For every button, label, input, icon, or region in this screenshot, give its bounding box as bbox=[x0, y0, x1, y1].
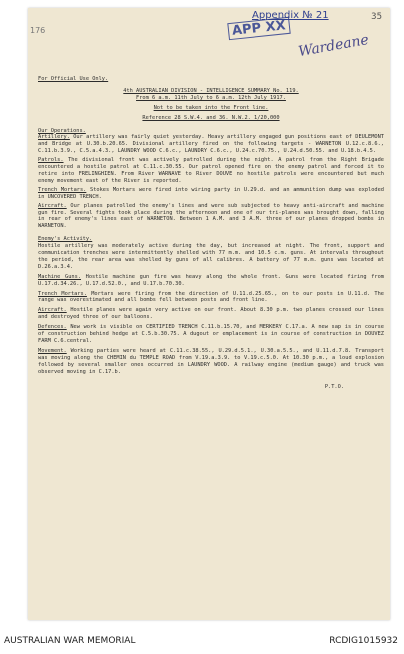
our-operations-section bbox=[38, 128, 384, 231]
paragraph-label: Trench Mortars. bbox=[38, 290, 87, 297]
ops-artillery-paragraph bbox=[38, 134, 384, 155]
enemy-defences-paragraph bbox=[38, 324, 384, 345]
paragraph-text: Mortars were firing from the direction of U.11.d.25.65., on to our posts in U.11.d. The range was overestimated and all bombs fell between posts and front line. bbox=[38, 290, 384, 304]
official-use-note: For Official Use Only. bbox=[38, 76, 109, 82]
document-body bbox=[38, 76, 384, 390]
enemy-artillery-paragraph: Hostile artillery was moderately active during the day, but increased at night. The front, support and communication trenches were intermittently shelled with 77 m.m. and 10.5 c.m. guns. At intervals throughout the period, the rear area was shelled by guns of all calibres. A battery of 77 m.m. guns was located at D.26.a.3.4. bbox=[38, 243, 384, 270]
section-title: Our Operations. bbox=[38, 127, 86, 134]
paragraph-label: Aircraft. bbox=[38, 307, 67, 314]
enemy-activity-section bbox=[38, 236, 384, 375]
division-title: 4th AUSTRALIAN DIVISION - INTELLIGENCE SUMMARY No. 119. bbox=[123, 87, 299, 94]
section-title: Enemy's Activity. bbox=[38, 236, 93, 243]
paragraph-text: Our planes patrolled the enemy's lines and were sub subjected to heavy anti-aircraft and machine gun fire. Several fights took place during the afternoon and one of our tri-planes was brought down, falling in rear of enemy's lines east of WARNETON. Between 1 A.M. and 3 A.M. three of our planes dropped bombs in WARNETON. bbox=[38, 202, 384, 230]
enemy-movement-paragraph bbox=[38, 348, 384, 376]
paragraph-label: Artillery. bbox=[38, 134, 70, 141]
enemy-machine-guns-paragraph bbox=[38, 274, 384, 288]
paragraph-text: Our artillery was fairly quiet yesterday. Heavy artillery engaged gun positions east of DEULEMONT and Bridge at U.30.b.20.65. Divisional artillery fired on the following targets - WARNETON U.12.c.8.6., C.11.b.3.9., C.5.a.4.3., LAUNDRY WOOD C.6.c., LAUNDRY C.6.c., U.24.c.70.75., U.24.d.50.55. and U.18.b.4.5. bbox=[38, 134, 384, 155]
paragraph-label: Movement. bbox=[38, 347, 67, 354]
archive-footer bbox=[0, 628, 404, 654]
ops-patrols-paragraph bbox=[38, 157, 384, 185]
document-page bbox=[28, 8, 390, 620]
ops-trench-mortars-paragraph bbox=[38, 187, 384, 201]
paragraph-label: Machine Guns. bbox=[38, 273, 81, 280]
paragraph-label: Trench Mortars. bbox=[38, 186, 87, 193]
handwritten-signature: Wardeane bbox=[297, 31, 370, 61]
report-header bbox=[38, 88, 384, 122]
appendix-stamp: APP XX bbox=[227, 17, 290, 40]
please-turn-over: P.T.O. bbox=[324, 383, 344, 390]
not-front-line-note: Not to be taken into the Front line. bbox=[153, 104, 269, 111]
appendix-annotation: Appendix № 21 bbox=[252, 10, 329, 21]
paragraph-text: Stokes Mortars were fired into wiring party in U.29.d. and an ammunition dump was exploded in UNCOVERED TRENCH. bbox=[38, 186, 384, 200]
paragraph-text: New work is visible on CERTIFIED TRENCH C.11.b.15.70, and MERKERY C.17.a. A new sap is in course of construction behind hedge at C.5.b.30.75. A dugout or emplacement is in course of construction in DOUVEZ FARM C.6.central. bbox=[38, 324, 384, 344]
paragraph-label: Patrols. bbox=[38, 157, 64, 164]
archive-name: AUSTRALIAN WAR MEMORIAL bbox=[4, 636, 136, 646]
paragraph-text: The divisional front was actively patrolled during the night. A patrol from the Right Brigade encountered a hostile patrol at C.11.c.30.55. Our patrol opened fire on the enemy patrol and forced it to retire into FRELINGHIEN. From River WARNAVE to River DOUVE no hostile patrols were encountered but much enemy movement east of the River is reported. bbox=[38, 157, 384, 184]
report-period: From 6 a.m. 11th July to 6 a.m. 12th July 1917. bbox=[136, 94, 286, 101]
archive-id: RCDIG1015932 bbox=[329, 636, 398, 646]
reference-number: 176 bbox=[30, 26, 46, 35]
enemy-trench-mortars-paragraph bbox=[38, 291, 384, 305]
paragraph-text: Hostile planes were again very active on our front. About 8.30 p.m. two planes crossed our lines and destroyed three of our balloons. bbox=[38, 307, 384, 321]
page-number: 35 bbox=[371, 12, 382, 22]
paragraph-label: Aircraft. bbox=[38, 202, 67, 209]
ops-aircraft-paragraph bbox=[38, 203, 384, 231]
enemy-aircraft-paragraph bbox=[38, 307, 384, 321]
paragraph-text: Hostile machine gun fire was heavy along the whole front. Guns were located firing from U.17.d.34.26., U.17.d.52.0., and U.17.b.70.30. bbox=[38, 273, 384, 287]
map-reference: Reference 28 S.W.4. and 36. N.W.2. 1/20,000 bbox=[142, 114, 280, 121]
paragraph-label: Defences. bbox=[38, 324, 67, 331]
paragraph-text: Working parties were heard at C.11.c.38.55., U.29.d.5.1., U.30.a.5.5., and U.11.d.7.8. Transport was moving along the CHEMIN du TEMPLE ROAD from V.19.a.3.9. to V.19.c.5.0. At 10.30 p.m., a loud explosion followed by several smaller ones occurred in LAUNDRY WOOD. A railway engine (medium gauge) and truck was observed moving in C.17.b. bbox=[38, 347, 384, 375]
